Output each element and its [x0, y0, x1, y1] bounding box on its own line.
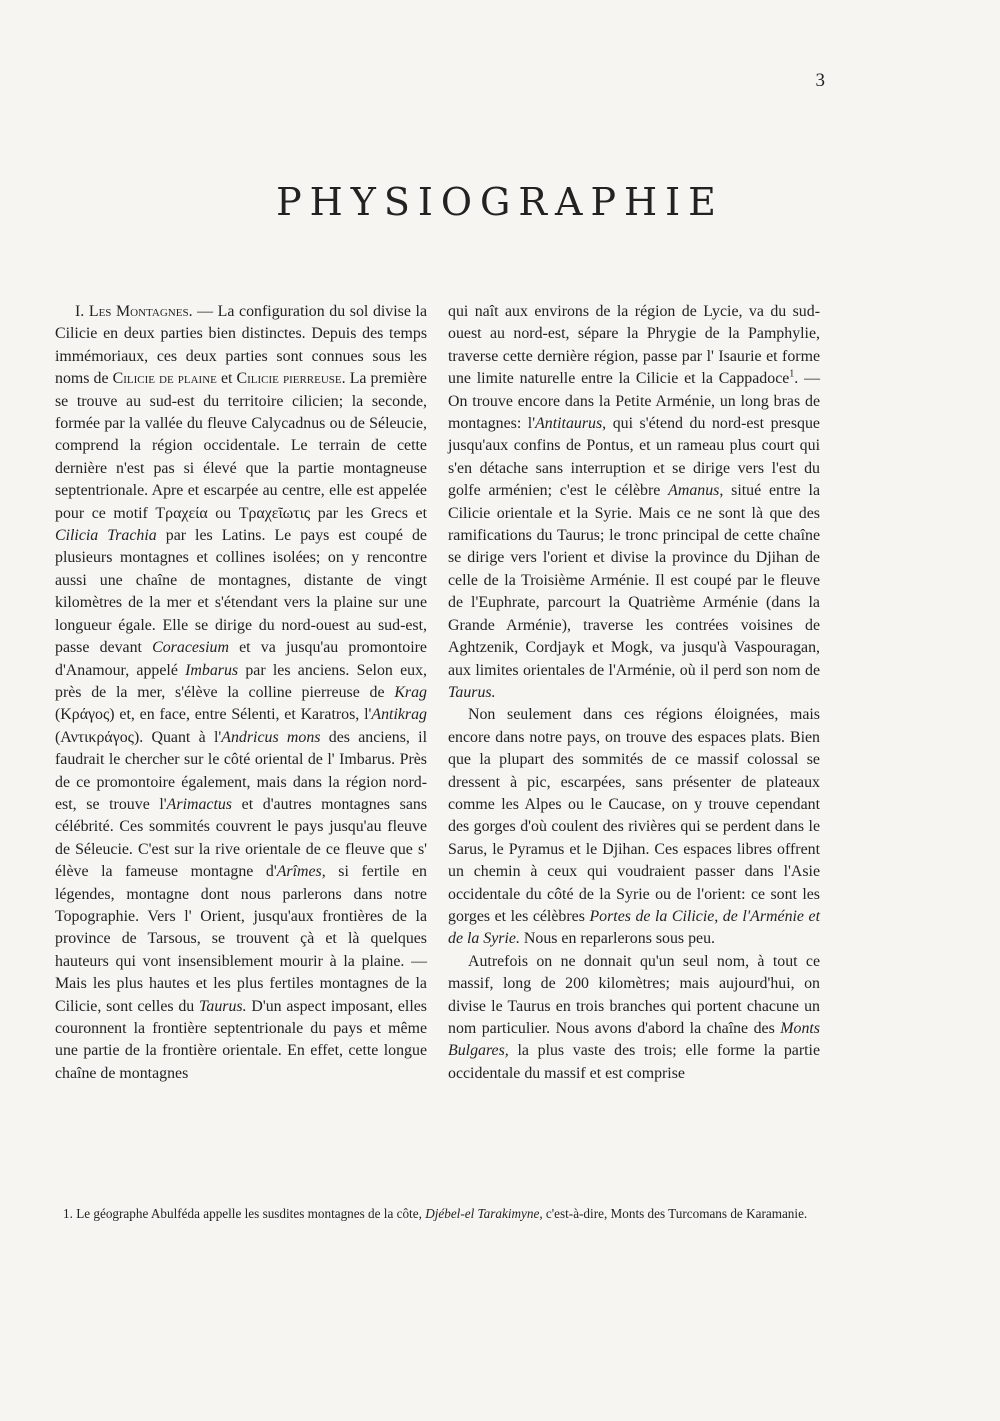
text: et va jusqu'au promontoire d'Anamour, appelé [55, 639, 427, 679]
footnote [55, 1204, 825, 1223]
paragraph [55, 301, 427, 1085]
footnote-text: c'est-à-dire, Monts des Turcomans de Karamanie. [542, 1206, 808, 1221]
text: par les anciens. Selon eux, près de la mer, s'élève la colline pierreuse de [55, 661, 427, 701]
italic-term: Krag [394, 683, 427, 701]
italic-term: Antikrag [371, 706, 427, 724]
footnote-reference: 1 [789, 368, 795, 380]
italic-term: Antitaurus, [535, 415, 607, 433]
text: par les Latins. Le pays est coupé de plusieurs montagnes et collines isolées; on y rencontre aussi une chaîne de montagnes, distante de vingt kilomètres de la mer et s'étendant vers la plaine sur une longueur égale. Elle se dirige du nord-ouest au sud-est, passe devant [55, 527, 427, 657]
text: qui naît aux environs de la région de Lycie, va du sud-ouest au nord-est, sépare la Phrygie de la Pamphylie, traverse cette dernière région, passe par l' Isaurie et forme une limite naturelle entre la Cilicie et la Cappadoce [448, 303, 820, 388]
italic-term: Djébel-el Tarakimyne, [425, 1206, 543, 1221]
section-heading: I. Les Montagnes. [75, 303, 193, 320]
text: . La première se trouve au sud-est du territoire cilicien; la seconde, formée par la vallée du fleuve Calycadnus ou de Séleucie, comprend la région occidentale. Le terrain de cette dernière n'est pas si élevé que la partie montagneuse septentrionale. Apre et escarpée au centre, elle est appelée pour ce motif Τραχεία ou Τραχεῖωτις par les Grecs et [55, 370, 427, 522]
italic-term: Taurus. [199, 997, 247, 1015]
text: qui s'étend du nord-est presque jusqu'aux confins de Pontus, et un rameau plus court qui s'en détache sans interruption et se dirige vers l'est du golfe arménien; c'est le célèbre [448, 415, 820, 500]
right-column [448, 301, 820, 1085]
italic-term: Arimactus [166, 795, 232, 813]
text: Cilicie de plaine [112, 370, 217, 388]
text: la plus vaste des trois; elle forme la partie occidentale du massif et est comprise [448, 1042, 820, 1082]
italic-term: Imbarus [185, 661, 239, 679]
text: des anciens, il faudrait le chercher sur le côté oriental de l' Imbarus. Près de ce promontoire également, mais dans la région nord-est, se trouve l' [55, 728, 427, 813]
text: (Αντικράγος). Quant à l' [55, 728, 222, 746]
text: Cilicie pierreuse [236, 370, 342, 388]
page-number: 3 [815, 70, 825, 91]
left-column [55, 301, 427, 1085]
text: (Κράγος) et, en face, entre Sélenti, et Karatros, l' [55, 706, 372, 724]
italic-term: Taurus. [448, 683, 496, 701]
italic-term: Coracesium [152, 639, 229, 657]
paragraph [448, 301, 820, 704]
text: Autrefois on ne donnait qu'un seul nom, à tout ce massif, long de 200 kilomètres; mais aujourd'hui, on divise le Taurus en trois branches qui portent chacune un nom particulier. Nous avons d'abord la chaîne des [448, 952, 820, 1037]
paragraph [448, 704, 820, 950]
text: Nous en reparlerons sous peu. [519, 930, 715, 948]
text: Non seulement dans ces régions éloignées, mais encore dans notre pays, on trouve des espaces plats. Bien que la plupart des sommités de ce massif colossal se dressent à pic, escarpées, sans présenter de plateaux comme les Alpes ou le Caucase, on y trouve cependant des gorges d'où coulent des rivières qui se perdent dans le Sarus, le Pyramus et le Djihan. Ces espaces libres offrent un chemin à ceux qui voudraient passer dans l'Asie occidentale du côté de la Syrie ou de l'orient: ce sont les gorges et les célèbres [448, 706, 820, 925]
footnote-text: 1. Le géographe Abulféda appelle les susdites montagnes de la côte, [63, 1206, 426, 1221]
italic-term: Portes de la Cilicie, de l'Arménie et de la Syrie. [448, 907, 821, 948]
italic-term: Andricus mons [221, 728, 321, 746]
page-title: PHYSIOGRAPHIE [276, 180, 724, 224]
text: , si fertile en légendes, montagne dont nous parlerons dans notre Topographie. Vers l' Orient, jusqu'aux frontières de la province de Tarsous, se trouvent çà et là quelques hauteurs qui vont insensiblement mourir à la plaine. — Mais les plus hautes et les plus fertiles montagnes de la Cilicie, sont celles du [55, 863, 427, 1015]
text: situé entre la Cilicie orientale et la Syrie. Mais ce ne sont là que des ramifications du Taurus; le tronc principal de cette chaîne se dirige vers l'orient et divise la province du Djihan de celle de la Troisième Arménie. Il est coupé par le fleuve de l'Euphrate, parcourt la Quatrième Arménie (dans la Grande Arménie), traverse les contrées voisines de Aghtzenik, Cordjayk et Mogk, va jusqu'à Vaspouragan, aux limites orientales de l'Arménie, où il perd son nom de [448, 482, 820, 679]
italic-term: Amanus, [668, 482, 724, 500]
text: D'un aspect imposant, elles couronnent la frontière septentrionale du pays et même une partie de la frontière orientale. En effet, cette longue chaîne de montagnes [55, 997, 427, 1082]
text: et [216, 370, 237, 388]
italic-term: Arîmes [276, 863, 322, 881]
text: — La configuration du sol divise la Cilicie en deux parties bien distinctes. Depuis des temps immémoriaux, ces deux parties sont connues sous les noms de [55, 303, 427, 388]
italic-term: Cilicia Trachia [55, 527, 157, 545]
text: et d'autres montagnes sans célébrité. Ces sommités couvrent le pays jusqu'au fleuve de Séleucie. C'est sur la rive orientale de ce fleuve que s' élève la fameuse montagne d' [55, 795, 428, 881]
paragraph [448, 951, 820, 1085]
text: . — On trouve encore dans la Petite Arménie, un long bras de montagnes: l' [448, 370, 820, 433]
italic-term: Monts Bulgares, [448, 1020, 820, 1060]
